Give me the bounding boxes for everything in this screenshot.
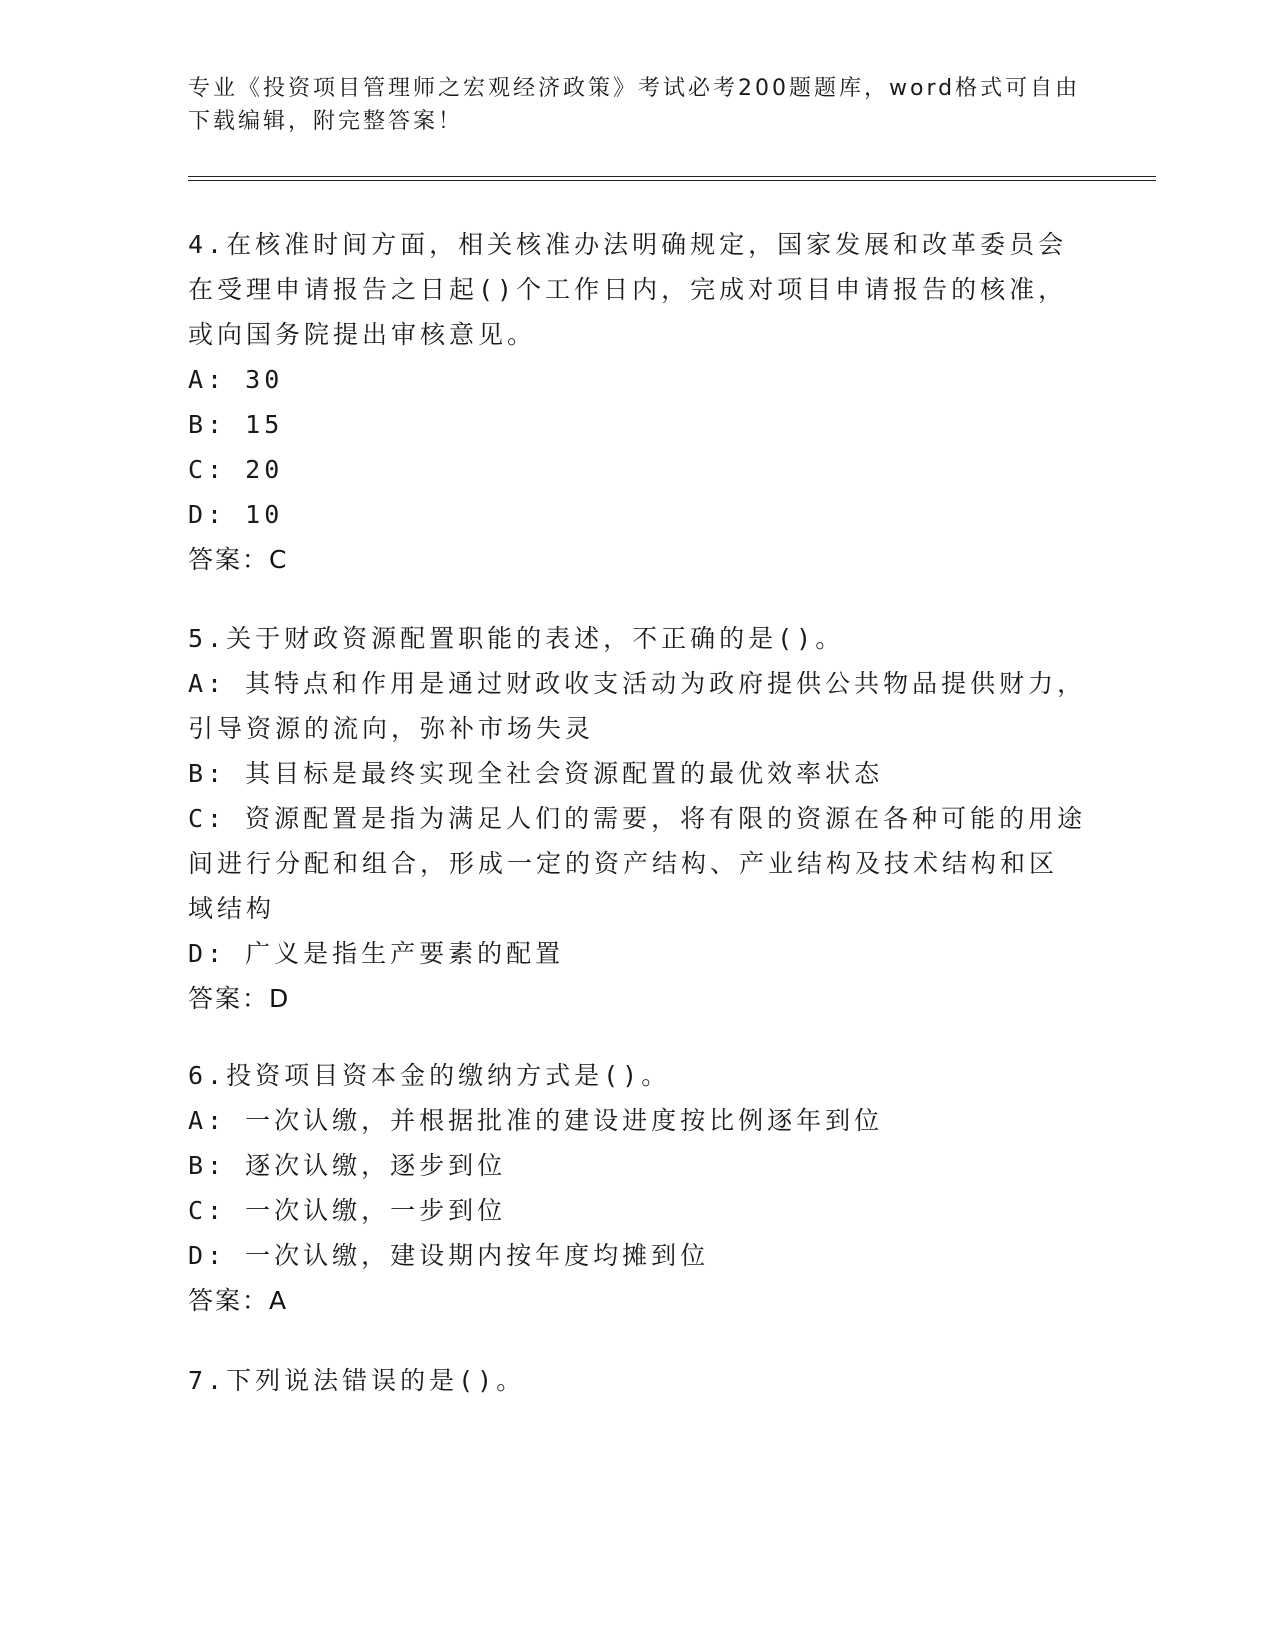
option-b: B: 逐次认缴，逐步到位 <box>188 1151 507 1180</box>
answer-line: 答案：D <box>188 984 291 1013</box>
header-line-2: 下载编辑，附完整答案！ <box>188 109 464 134</box>
option-a: A: 其特点和作用是通过财政收支活动为政府提供公共物品提供财力， <box>188 669 1087 698</box>
option-d: D: 一次认缴，建设期内按年度均摊到位 <box>188 1241 710 1270</box>
header-double-rule <box>188 176 1156 181</box>
option-c-continued: 间进行分配和组合，形成一定的资产结构、产业结构及技术结构和区 <box>188 849 1059 878</box>
option-a-continued: 引导资源的流向，弥补市场失灵 <box>188 714 595 743</box>
question-4 <box>188 222 1088 582</box>
question-stem-line: 或向国务院提出审核意见。 <box>188 320 537 349</box>
option-a: A: 一次认缴，并根据批准的建设进度按比例逐年到位 <box>188 1106 884 1135</box>
option-d: D: 10 <box>188 500 284 529</box>
question-6 <box>188 1053 1088 1323</box>
option-d: D: 广义是指生产要素的配置 <box>188 939 565 968</box>
header-line-1: 专业《投资项目管理师之宏观经济政策》考试必考200题题库，word格式可自由 <box>188 76 1081 101</box>
option-a: A: 30 <box>188 365 284 394</box>
option-c: C: 资源配置是指为满足人们的需要，将有限的资源在各种可能的用途 <box>188 804 1087 833</box>
option-c: C: 一次认缴，一步到位 <box>188 1196 507 1225</box>
option-b: B: 其目标是最终实现全社会资源配置的最优效率状态 <box>188 759 884 788</box>
question-stem-line: 7.下列说法错误的是()。 <box>188 1366 526 1395</box>
option-c-continued: 域结构 <box>188 894 276 923</box>
question-stem-line: 在受理申请报告之日起()个工作日内，完成对项目申请报告的核准， <box>188 275 1068 304</box>
question-5 <box>188 616 1088 1021</box>
question-stem-line: 6.投资项目资本金的缴纳方式是()。 <box>188 1061 671 1090</box>
question-7 <box>188 1358 1088 1403</box>
option-c: C: 20 <box>188 455 284 484</box>
question-stem-line: 4.在核准时间方面，相关核准办法明确规定，国家发展和改革委员会 <box>188 230 1068 259</box>
answer-line: 答案：A <box>188 1286 289 1315</box>
answer-line: 答案：C <box>188 545 289 574</box>
document-header <box>188 72 1088 138</box>
question-stem-line: 5.关于财政资源配置职能的表述，不正确的是()。 <box>188 624 845 653</box>
option-b: B: 15 <box>188 410 284 439</box>
